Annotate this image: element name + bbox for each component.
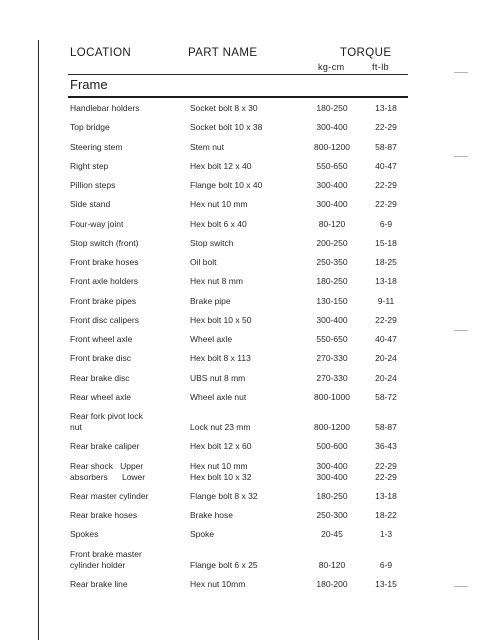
torque-ftlb-cell: 15-18 bbox=[375, 237, 397, 248]
torque-kgcm-cell: 180-250 bbox=[316, 490, 348, 501]
part-name-cell: Flange bolt 8 x 32 bbox=[190, 490, 258, 501]
part-name-cell: Hex bolt 6 x 40 bbox=[190, 218, 247, 229]
table-row bbox=[68, 276, 408, 295]
location-cell: Side stand bbox=[70, 199, 111, 210]
part-name-cell: Socket bolt 8 x 30 bbox=[190, 103, 258, 113]
location-cell: Front axle holders bbox=[70, 276, 139, 287]
torque-kgcm-cell: 800-1000 bbox=[314, 391, 350, 402]
part-name-cell: Brake hose bbox=[190, 510, 233, 520]
torque-ftlb-cell: 22-29 bbox=[375, 199, 397, 210]
torque-ftlb-cell: 1-3 bbox=[379, 529, 393, 540]
location-cell: Rear fork pivot lock nut bbox=[70, 411, 143, 432]
torque-ftlb-cell: 40-47 bbox=[375, 334, 397, 344]
part-name-cell: Spoke bbox=[190, 529, 215, 540]
table-row bbox=[68, 315, 408, 334]
torque-ftlb-cell: 13-18 bbox=[375, 103, 397, 113]
location-cell: Rear brake caliper bbox=[70, 441, 140, 452]
table-row bbox=[68, 353, 408, 372]
part-name-cell: Hex bolt 10 x 50 bbox=[190, 314, 252, 325]
part-name-cell: Hex nut 10 mm bbox=[190, 199, 248, 210]
torque-ftlb-cell: 13-18 bbox=[375, 490, 397, 501]
torque-table-body bbox=[68, 103, 408, 598]
torque-spec-page bbox=[68, 44, 408, 598]
location-cell: Rear wheel axle bbox=[70, 391, 131, 402]
edge-mark bbox=[454, 586, 468, 587]
torque-ftlb-cell: 20-24 bbox=[375, 353, 397, 364]
table-row bbox=[68, 296, 408, 315]
torque-kgcm-cell: 200-250 bbox=[316, 237, 348, 248]
part-name-cell: Oil bolt bbox=[190, 257, 217, 267]
torque-kgcm-cell: 80-120 bbox=[318, 218, 346, 229]
torque-ftlb-cell: 22-29 22-29 bbox=[375, 460, 397, 482]
table-row bbox=[68, 491, 408, 510]
part-name-cell: Lock nut 23 mm bbox=[190, 422, 251, 432]
location-cell: Front brake hoses bbox=[70, 257, 139, 267]
torque-kgcm-cell: 250-300 bbox=[316, 510, 348, 520]
torque-kgcm-cell: 800-1200 bbox=[314, 141, 350, 152]
table-row bbox=[68, 510, 408, 529]
header-location: LOCATION bbox=[70, 47, 132, 59]
table-row bbox=[68, 529, 408, 548]
torque-kgcm-cell: 300-400 bbox=[316, 199, 348, 210]
location-cell: Rear shock Upper absorbers Lower bbox=[70, 460, 146, 482]
part-name-cell: Hex nut 10 mm Hex bolt 10 x 32 bbox=[190, 460, 252, 482]
torque-kgcm-cell: 130-150 bbox=[316, 295, 348, 306]
torque-kgcm-cell: 250-350 bbox=[316, 257, 348, 267]
location-cell: Rear brake disc bbox=[70, 372, 130, 383]
torque-ftlb-cell: 13-15 bbox=[375, 578, 397, 589]
header-part-name: PART NAME bbox=[188, 47, 258, 59]
edge-mark bbox=[454, 72, 468, 73]
torque-ftlb-cell: 40-47 bbox=[375, 160, 397, 171]
location-cell: Right step bbox=[70, 160, 109, 171]
torque-ftlb-cell: 22-29 bbox=[375, 122, 397, 133]
location-cell: Front brake disc bbox=[70, 353, 131, 364]
part-name-cell: UBS nut 8 mm bbox=[190, 372, 246, 383]
torque-ftlb-cell: 18-22 bbox=[375, 510, 397, 520]
table-row bbox=[68, 122, 408, 141]
edge-mark bbox=[454, 156, 468, 157]
torque-kgcm-cell: 270-330 bbox=[316, 372, 348, 383]
header-torque: TORQUE bbox=[340, 47, 392, 59]
table-row bbox=[68, 238, 408, 257]
torque-ftlb-cell: 36-43 bbox=[375, 441, 397, 452]
section-title: Frame bbox=[70, 77, 108, 92]
torque-ftlb-cell: 18-25 bbox=[375, 257, 397, 267]
header-unit-kgcm: kg-cm bbox=[318, 62, 345, 72]
torque-kgcm-cell: 180-250 bbox=[316, 103, 348, 113]
torque-ftlb-cell: 6-9 bbox=[379, 559, 393, 570]
torque-kgcm-cell: 800-1200 bbox=[314, 422, 350, 432]
part-name-cell: Hex nut 10mm bbox=[190, 578, 246, 589]
location-cell: Four-way joint bbox=[70, 218, 124, 229]
torque-ftlb-cell: 58-87 bbox=[375, 422, 397, 432]
location-cell: Top bridge bbox=[70, 122, 110, 133]
table-row bbox=[68, 219, 408, 238]
torque-kgcm-cell: 20-45 bbox=[321, 529, 343, 540]
location-cell: Rear master cylinder bbox=[70, 490, 149, 501]
torque-ftlb-cell: 22-29 bbox=[375, 180, 397, 190]
edge-mark bbox=[454, 330, 468, 331]
location-cell: Spokes bbox=[70, 529, 99, 540]
torque-kgcm-cell: 300-400 bbox=[316, 122, 348, 133]
table-row bbox=[68, 549, 408, 579]
part-name-cell: Socket bolt 10 x 38 bbox=[190, 122, 263, 133]
table-row bbox=[68, 161, 408, 180]
table-header bbox=[68, 44, 408, 74]
table-row bbox=[68, 411, 408, 441]
part-name-cell: Stop switch bbox=[190, 237, 234, 248]
table-row bbox=[68, 334, 408, 353]
table-row bbox=[68, 257, 408, 276]
table-row bbox=[68, 142, 408, 161]
table-row bbox=[68, 461, 408, 491]
binding-margin-line bbox=[38, 40, 39, 640]
torque-kgcm-cell: 180-200 bbox=[316, 578, 348, 589]
location-cell: Front wheel axle bbox=[70, 334, 133, 344]
part-name-cell: Flange bolt 10 x 40 bbox=[190, 180, 263, 190]
table-row bbox=[68, 579, 408, 598]
torque-kgcm-cell: 550-650 bbox=[316, 334, 348, 344]
torque-ftlb-cell: 58-72 bbox=[375, 391, 397, 402]
torque-ftlb-cell: 6-9 bbox=[379, 218, 393, 229]
torque-kgcm-cell: 180-250 bbox=[316, 276, 348, 287]
location-cell: Handlebar holders bbox=[70, 103, 140, 113]
table-row bbox=[68, 392, 408, 411]
torque-kgcm-cell: 300-400 300-400 bbox=[316, 460, 348, 482]
torque-kgcm-cell: 550-650 bbox=[316, 160, 348, 171]
location-cell: Rear brake hoses bbox=[70, 510, 138, 520]
part-name-cell: Flange bolt 6 x 25 bbox=[190, 559, 258, 570]
location-cell: Front brake master cylinder holder bbox=[70, 548, 142, 570]
location-cell: Steering stem bbox=[70, 141, 123, 152]
torque-kgcm-cell: 500-600 bbox=[316, 441, 348, 452]
location-cell: Rear brake line bbox=[70, 578, 128, 589]
part-name-cell: Wheel axle bbox=[190, 334, 233, 344]
torque-ftlb-cell: 13-18 bbox=[375, 276, 397, 287]
torque-kgcm-cell: 270-330 bbox=[316, 353, 348, 364]
table-row bbox=[68, 199, 408, 218]
torque-ftlb-cell: 22-29 bbox=[375, 314, 397, 325]
part-name-cell: Hex bolt 12 x 60 bbox=[190, 441, 252, 452]
torque-kgcm-cell: 80-120 bbox=[318, 559, 346, 570]
torque-ftlb-cell: 9-11 bbox=[377, 295, 395, 306]
part-name-cell: Hex bolt 12 x 40 bbox=[190, 160, 252, 171]
part-name-cell: Stem nut bbox=[190, 141, 225, 152]
table-row bbox=[68, 441, 408, 460]
table-row bbox=[68, 180, 408, 199]
location-cell: Front disc calipers bbox=[70, 314, 139, 325]
torque-kgcm-cell: 300-400 bbox=[316, 180, 348, 190]
section-divider bbox=[68, 96, 408, 98]
location-cell: Pillion steps bbox=[70, 180, 116, 190]
torque-kgcm-cell: 300-400 bbox=[316, 314, 348, 325]
table-row bbox=[68, 373, 408, 392]
part-name-cell: Wheel axle nut bbox=[190, 391, 247, 402]
part-name-cell: Hex nut 8 mm bbox=[190, 276, 243, 287]
part-name-cell: Hex bolt 8 x 113 bbox=[190, 353, 251, 364]
table-row bbox=[68, 103, 408, 122]
location-cell: Stop switch (front) bbox=[70, 237, 139, 248]
torque-ftlb-cell: 20-24 bbox=[375, 372, 397, 383]
part-name-cell: Brake pipe bbox=[190, 295, 231, 306]
location-cell: Front brake pipes bbox=[70, 295, 137, 306]
torque-ftlb-cell: 58-87 bbox=[375, 141, 397, 152]
header-unit-ftlb: ft-lb bbox=[372, 62, 390, 72]
